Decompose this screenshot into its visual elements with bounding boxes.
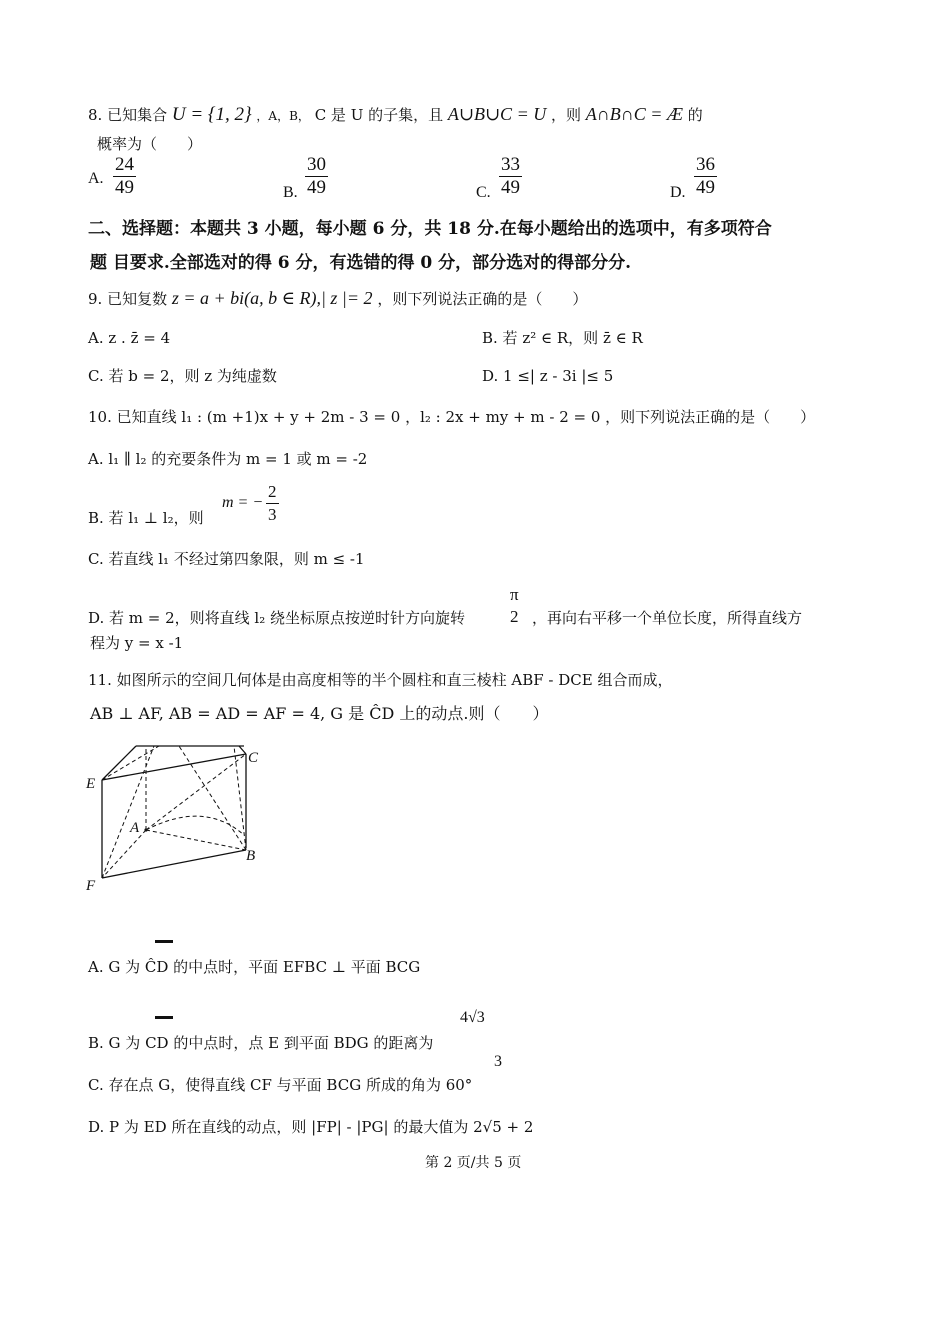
q8-option-b-fraction: $\frac{30}{49}$: [307, 154, 326, 198]
label-B: B: [246, 848, 256, 864]
edge-C-right: [239, 746, 246, 754]
q8-line2: 概率为（ ）: [97, 135, 203, 153]
q9-option-d[interactable]: D. 1 ≤| z - 3i |≤ 5: [482, 367, 614, 385]
q8-option-a-fraction: $\frac{24}{49}$: [115, 154, 134, 198]
dash-AC: [146, 754, 246, 830]
q10-option-d-line2: 程为 y = x -1: [90, 634, 184, 652]
q11-option-b-num: 4√3: [460, 1009, 485, 1026]
q10-option-d-pre: D. 若 m = 2，则将直线 l₂ 绕坐标原点按逆时针方向旋转: [88, 609, 466, 627]
q10-option-b-expr: m = −: [222, 494, 264, 511]
q11-stem-line2: AB ⊥ AF, AB = AD = AF = 4, G 是 ĈD 上的动点.则（ ）: [90, 704, 549, 723]
arc-mark-b: [155, 1016, 173, 1019]
q9-option-b[interactable]: B. 若 z² ∈ R，则 z̄ ∈ R: [482, 329, 643, 347]
q10-option-d-angle: π 2: [510, 585, 519, 626]
label-E: E: [86, 776, 96, 792]
q8-middle: ，A，B，: [256, 109, 310, 123]
q10-option-c[interactable]: C. 若直线 l₁ 不经过第四象限，则 m ≤ -1: [88, 550, 365, 568]
section2-line1: 二、选择题：本题共 3 小题，每小题 6 分，共 18 分.在每小题给出的选项中，有多项符合: [88, 219, 772, 239]
label-C: C: [248, 750, 259, 766]
edge-FB: [102, 850, 246, 878]
q10-stem: 10. 已知直线 l₁ : (m +1)x + y + 2m - 3 = 0 ，l₂ : 2x + my + m - 2 = 0 ，则下列说法正确的是（ ）: [88, 408, 816, 426]
q11-option-a-text: A. G 为 ĈD 的中点时，平面 EFBC ⊥ 平面 BCG: [88, 958, 421, 976]
q11-stem-line1: 11. 如图所示的空间几何体是由高度相等的半个圆柱和直三棱柱 ABF - DCE 组合而成，: [88, 671, 673, 689]
q8-option-b-letter: B.: [283, 184, 298, 201]
q11-option-b-den: 3: [494, 1053, 502, 1070]
q9-stem-a: 9. 已知复数: [88, 290, 168, 308]
dash-arc: [146, 816, 244, 835]
q10-option-b-fraction: $\frac{2}{3}$: [268, 482, 277, 524]
q8-subset: C 是 U 的子集，且: [314, 106, 444, 124]
q11-option-b-text: B. G 为 CD 的中点时，点 E 到平面 BDG 的距离为: [88, 1034, 434, 1052]
q8-option-d-fraction: $\frac{36}{49}$: [696, 154, 715, 198]
q9-option-a[interactable]: A. z . z̄ = 4: [88, 329, 171, 347]
q8-then: ，则: [551, 106, 582, 124]
q10-option-d-post: ，再向右平移一个单位长度，所得直线方: [532, 609, 803, 627]
q8-option-c-letter: C.: [476, 184, 491, 201]
q9-stem: [88, 288, 587, 309]
q8-option-d-letter: D.: [670, 184, 686, 201]
q11-option-c[interactable]: C. 存在点 G，使得直线 CF 与平面 BCG 所成的角为 60°: [88, 1076, 473, 1094]
geometry-figure: [84, 740, 274, 900]
q8-tail: 的: [687, 106, 703, 124]
q9-stem-b: ，则下列说法正确的是（ ）: [377, 290, 588, 308]
q8-line1: [88, 104, 703, 126]
q10-option-b-text: B. 若 l₁ ⊥ l₂，则: [88, 509, 204, 527]
page-footer: 第 2 页/共 5 页: [425, 1155, 522, 1171]
q10-option-a[interactable]: A. l₁ ∥ l₂ 的充要条件为 m = 1 或 m = -2: [88, 450, 368, 468]
q8-cond2: A∩B∩C = Æ: [585, 104, 683, 124]
q8-condition: A∪B∪C = U: [447, 104, 547, 124]
q8-option-c-fraction: $\frac{33}{49}$: [501, 154, 520, 198]
point-A: [144, 828, 147, 831]
section2-line2: 题 目要求.全部选对的得 6 分，有选错的得 0 分，部分选对的得部分分.: [90, 253, 632, 273]
label-A: A: [130, 820, 140, 836]
label-F: F: [86, 878, 96, 894]
arc-mark-a: [155, 940, 173, 943]
q8-prefix: 8. 已知集合: [88, 106, 168, 124]
q8-option-a-letter: A.: [88, 170, 104, 187]
q9-stem-expr: z = a + bi(a, b ∈ R),| z |= 2: [171, 288, 373, 308]
q9-option-c[interactable]: C. 若 b = 2，则 z 为纯虚数: [88, 367, 277, 385]
q8-set: U = {1, 2}: [171, 104, 252, 125]
dash-AB: [146, 830, 246, 850]
q11-option-d[interactable]: D. P 为 ED 所在直线的动点，则 |FP| - |PG| 的最大值为 2√5 + 2: [88, 1118, 534, 1136]
